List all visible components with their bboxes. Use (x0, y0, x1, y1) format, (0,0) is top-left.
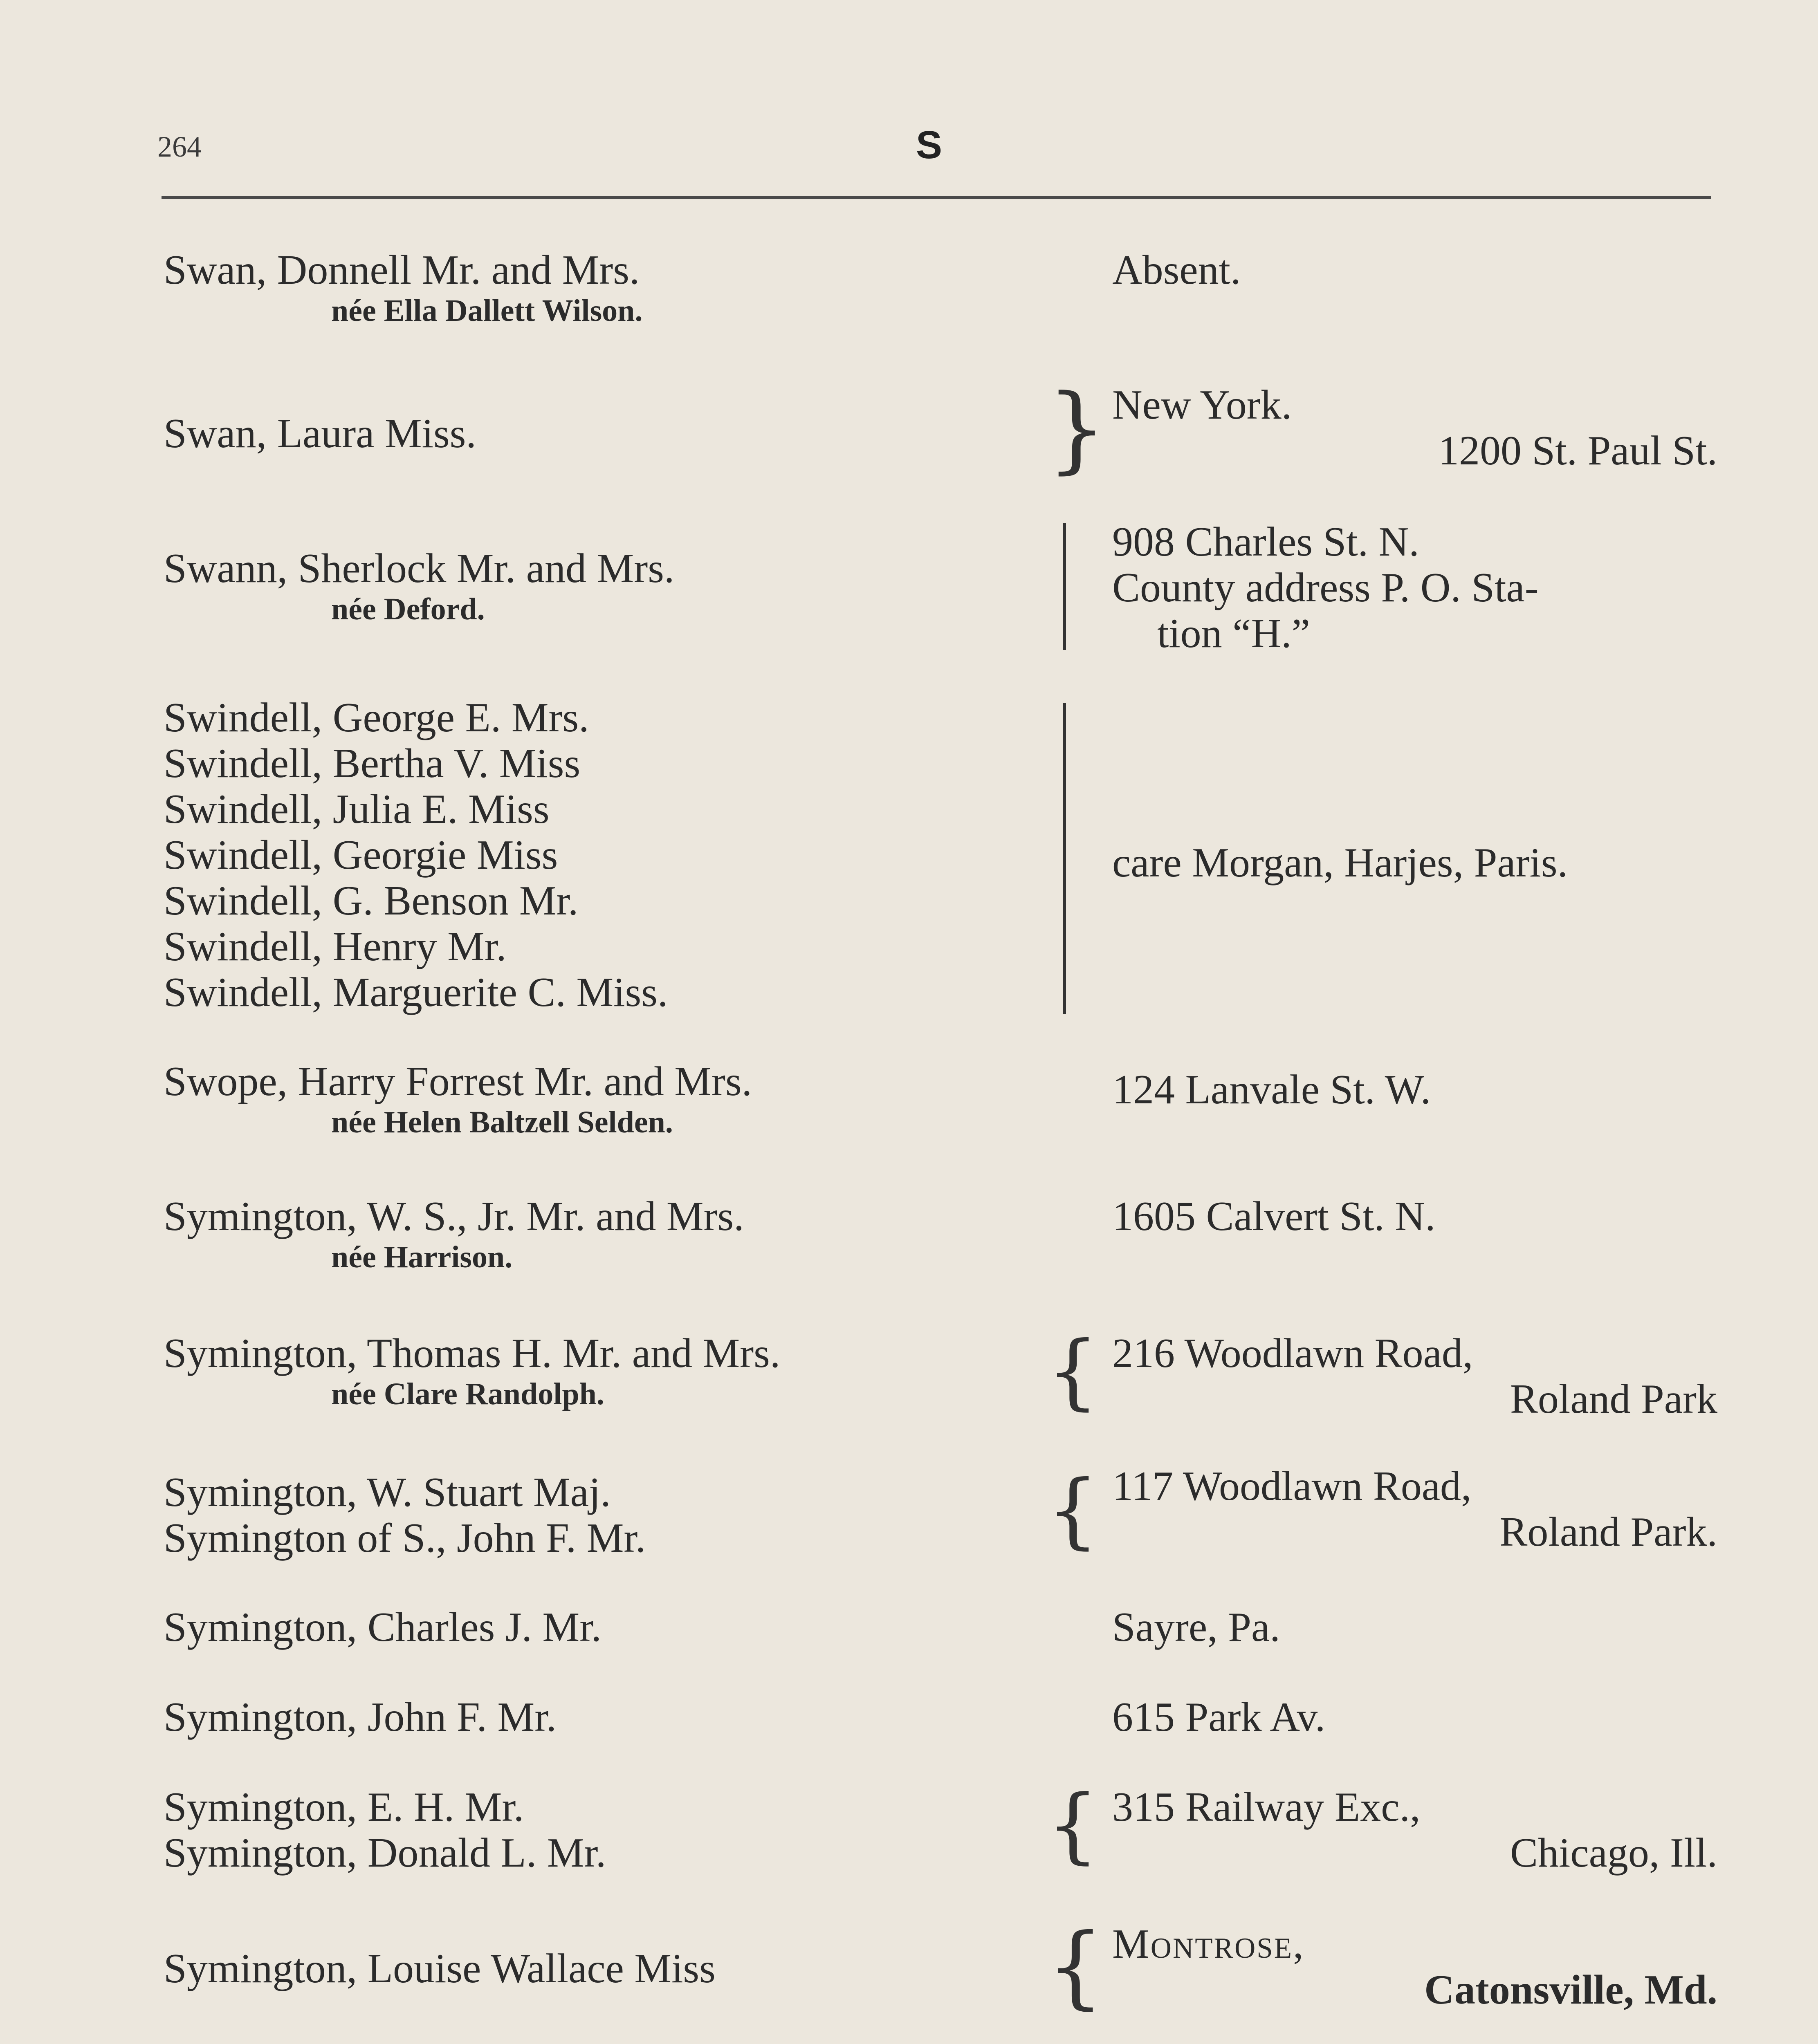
address-line: 1200 St. Paul St. (1438, 428, 1717, 474)
brace-mark: } (1047, 374, 1107, 484)
entry-address (1112, 382, 1717, 474)
entry-names (164, 1784, 1063, 1876)
entry-nee: née Deford. (331, 592, 485, 626)
entry-name: Symington, Louise Wallace Miss (164, 1945, 716, 1992)
entry-name: Swann, Sherlock Mr. and Mrs. (164, 545, 675, 592)
entry-names (164, 1059, 1063, 1140)
entry-name: Swindell, Georgie Miss (164, 832, 558, 878)
section-letter: S (916, 123, 943, 167)
entry-nee: née Ella Dallett Wilson. (331, 294, 643, 328)
page-number: 264 (157, 130, 202, 163)
entry-name: Swan, Donnell Mr. and Mrs. (164, 247, 640, 293)
entry-name: Symington, Charles J. Mr. (164, 1604, 602, 1650)
address-line: care Morgan, Harjes, Paris. (1112, 840, 1568, 886)
entry-address (1112, 1605, 1717, 1650)
address-line: 1605 Calvert St. N. (1112, 1193, 1436, 1239)
address-line: 908 Charles St. N. (1112, 519, 1419, 565)
entry-names (164, 247, 1063, 328)
entry-name: Swindell, George E. Mrs. (164, 695, 589, 741)
entry-address (1112, 1694, 1717, 1740)
brace-mark: { (1047, 1324, 1099, 1419)
address-line: County address P. O. Sta- (1112, 565, 1539, 611)
address-line: tion “H.” (1157, 610, 1310, 657)
entry-names (164, 695, 1063, 1015)
entry-address (1112, 840, 1717, 886)
entry-address (1112, 247, 1717, 293)
entry-address (1112, 1921, 1717, 2013)
entry-address (1112, 1194, 1717, 1239)
address-line: Montrose, (1112, 1921, 1305, 1967)
address-line: 315 Railway Exc., (1112, 1784, 1421, 1830)
entry-nee: née Helen Baltzell Selden. (331, 1105, 673, 1139)
entry-names (164, 1605, 1063, 1650)
address-line: 615 Park Av. (1112, 1694, 1326, 1740)
entry-name: Symington, Donald L. Mr. (164, 1830, 606, 1876)
entry-name: Symington of S., John F. Mr. (164, 1515, 646, 1561)
entry-name: Symington, John F. Mr. (164, 1694, 557, 1740)
entry-names (164, 1946, 1063, 1992)
entry-name: Symington, E. H. Mr. (164, 1784, 524, 1830)
address-line: Chicago, Ill. (1510, 1830, 1717, 1876)
entry-name: Swindell, Bertha V. Miss (164, 740, 581, 787)
entry-name: Swindell, Julia E. Miss (164, 786, 550, 832)
entry-name: Swan, Laura Miss. (164, 410, 476, 457)
address-line: 124 Lanvale St. W. (1112, 1067, 1431, 1113)
entry-name: Symington, W. S., Jr. Mr. and Mrs. (164, 1193, 744, 1239)
entry-address (1112, 519, 1717, 657)
entry-nee: née Clare Randolph. (331, 1377, 604, 1411)
address-line: Roland Park. (1499, 1509, 1717, 1555)
address-line: New York. (1112, 382, 1292, 428)
entry-names (164, 1694, 1063, 1740)
brace-mark: { (1047, 1914, 1104, 2019)
entry-name: Swindell, Marguerite C. Miss. (164, 969, 668, 1015)
brace-mark: { (1047, 1777, 1099, 1873)
entry-name: Swope, Harry Forrest Mr. and Mrs. (164, 1058, 752, 1105)
entry-names (164, 411, 1063, 457)
entry-address (1112, 1464, 1717, 1555)
entry-name: Symington, Thomas H. Mr. and Mrs. (164, 1330, 781, 1376)
brace-mark: { (1047, 1463, 1099, 1558)
address-line: 117 Woodlawn Road, (1112, 1463, 1472, 1509)
entry-name: Swindell, G. Benson Mr. (164, 878, 579, 924)
entry-name: Swindell, Henry Mr. (164, 923, 507, 970)
address-line: Sayre, Pa. (1112, 1604, 1280, 1650)
entry-name: Symington, W. Stuart Maj. (164, 1469, 611, 1515)
entry-names (164, 546, 1063, 627)
address-line: 216 Woodlawn Road, (1112, 1330, 1473, 1376)
brace-mark (1063, 703, 1066, 1014)
entry-address (1112, 1331, 1717, 1422)
brace-mark (1063, 523, 1066, 650)
entry-names (164, 1470, 1063, 1561)
entry-address (1112, 1784, 1717, 1876)
entry-names (164, 1331, 1063, 1412)
entry-names (164, 1194, 1063, 1275)
address-line: Roland Park (1510, 1376, 1717, 1422)
address-line: Absent. (1112, 247, 1241, 293)
entry-nee: née Harrison. (331, 1240, 513, 1274)
entry-address (1112, 1067, 1717, 1113)
address-line: Catonsville, Md. (1424, 1967, 1717, 2013)
header-rule (162, 196, 1711, 199)
